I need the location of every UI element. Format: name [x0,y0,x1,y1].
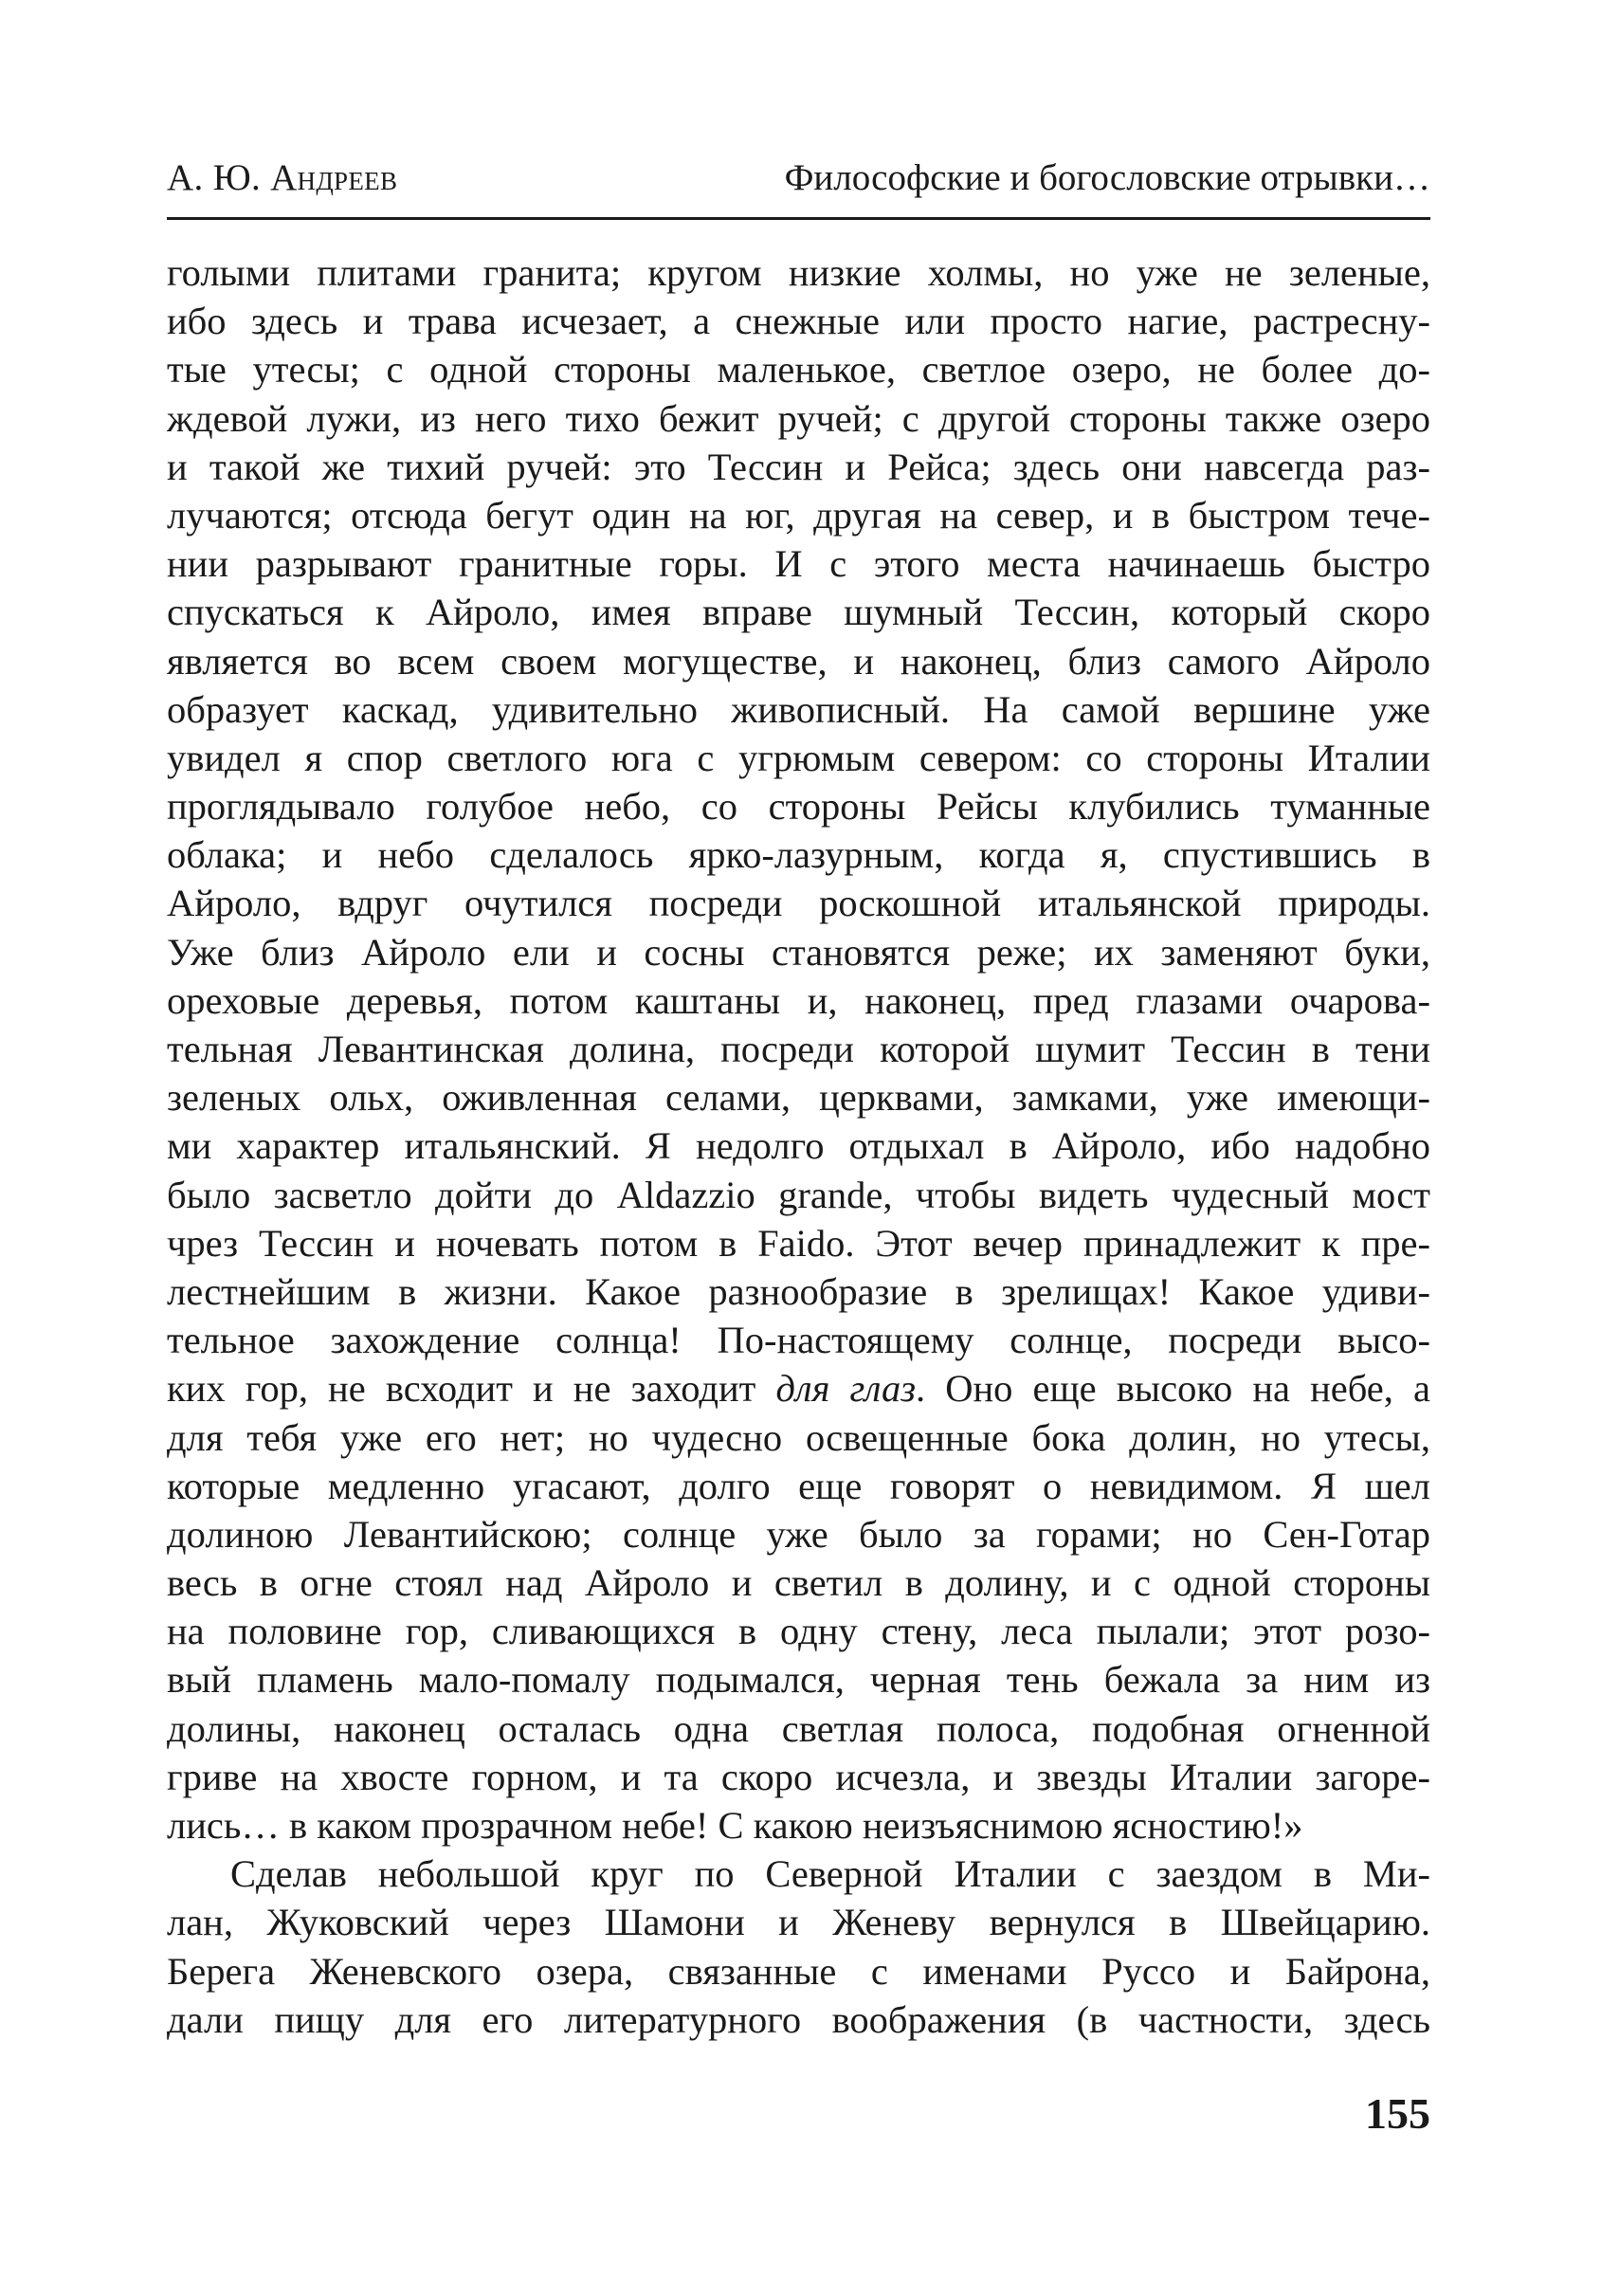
italic-phrase: для глаз [775,1367,916,1411]
text-line: Айроло, вдруг очутился посреди роскошной итальянской природы. [167,882,1430,925]
author-initials: А. Ю. [167,157,271,198]
text-line: нии разрывают гранитные горы. И с этого места начинаешь быстро [167,542,1430,586]
running-head-author [167,156,397,199]
paragraph [167,1850,1430,2044]
text-line: лан, Жуковский через Шамони и Женеву вернулся в Швейцарию. [167,1901,1430,1944]
text-line: ми характер итальянский. Я недолго отдыхал в Айроло, ибо надобно [167,1124,1430,1168]
text-line: увидел я спор светлого юга с угрюмым севером: со стороны Италии [167,736,1430,779]
text-line: дали пищу для его литературного воображения (в частности, здесь [167,1997,1430,2041]
text-line: лестнейшим в жизни. Какое разнообразие в зрелищах! Какое удиви- [167,1269,1430,1313]
text-line: лись… в каком прозрачном небе! С какою неизъяснимою ясностию!» [167,1804,1303,1847]
text-line: является во всем своем могуществе, и наконец, близ самого Айроло [167,639,1430,683]
text-run: ких гор, не всходит и не заходит [167,1367,776,1411]
text-line: чрез Тессин и ночевать потом в Faido. Этот вечер принадлежит к пре- [167,1221,1430,1265]
text-line: тельное захождение солнца! По-настоящему солнце, посреди высо- [167,1319,1430,1362]
text-line: и такой же тихий ручей: это Тессин и Рейса; здесь они навсегда раз- [167,445,1430,488]
text-line: спускаться к Айроло, имея вправе шумный Тессин, который скоро [167,591,1430,634]
text-line: проглядывало голубое небо, со стороны Рейсы клубились туманные [167,785,1430,829]
header-rule [167,217,1430,220]
text-line: Берега Женевского озера, связанные с именами Руссо и Байрона, [167,1949,1430,1993]
text-line: долины, наконец осталась одна светлая полоса, подобная огненной [167,1706,1430,1750]
text-line: тые утесы; с одной стороны маленькое, светлое озеро, не более до- [167,348,1430,392]
text-line: ждевой лужи, из него тихо бежит ручей; с другой стороны также озеро [167,396,1430,440]
body-text [167,248,1430,2044]
text-line: образует каскад, удивительно живописный. На самой вершине уже [167,687,1430,731]
text-line: голыми плитами гранита; кругом низкие холмы, но уже не зеленые, [167,251,1430,294]
page-number: 155 [1365,2089,1430,2138]
text-line: облака; и небо сделалось ярко-лазурным, когда я, спустившись в [167,833,1430,877]
running-head [167,156,1430,213]
text-line: долиною Левантийскою; солнце уже было за горами; но Сен-Готар [167,1512,1430,1556]
running-head-title: Философские и богословские отрывки… [784,157,1430,198]
text-line: гриве на хвосте горном, и та скоро исчезла, и звезды Италии загоре- [167,1755,1430,1798]
text-line: тельная Левантинская долина, посреди которой шумит Тессин в тени [167,1028,1430,1070]
text-line: было засветло дойти до Aldazzio grande, чтобы видеть чудесный мост [167,1173,1430,1216]
text-line: лучаются; отсюда бегут один на юг, другая на север, и в быстром тече- [167,493,1430,537]
text-line: на половине гор, сливающихся в одну стену, леса пылали; этот розо- [167,1610,1430,1653]
text-line: ибо здесь и трава исчезает, а снежные или просто нагие, растресну- [167,300,1430,343]
text-line: Уже близ Айроло ели и сосны становятся реже; их заменяют буки, [167,930,1430,974]
text-line [167,1364,1430,1412]
text-line: зеленых ольх, оживленная селами, церквами, замками, уже имеющи- [167,1076,1430,1120]
author-surname: Андреев [270,157,398,198]
text-line: ореховые деревья, потом каштаны и, наконец, пред глазами очарова- [167,978,1430,1022]
text-run: . Оно еще высоко на небе, а [916,1367,1430,1411]
text-line: Сделав небольшой круг по Северной Италии с заездом в Ми- [230,1852,1430,1896]
text-line: весь в огне стоял над Айроло и светил в долину, и с одной стороны [167,1561,1430,1605]
paragraph [167,248,1430,1850]
text-line: для тебя уже его нет; но чудесно освещенные бока долин, но утесы, [167,1415,1430,1459]
text-line: вый пламень мало-помалу подымался, черная тень бежала за ним из [167,1658,1430,1702]
text-line: которые медленно угасают, долго еще говорят о невидимом. Я шел [167,1464,1430,1507]
